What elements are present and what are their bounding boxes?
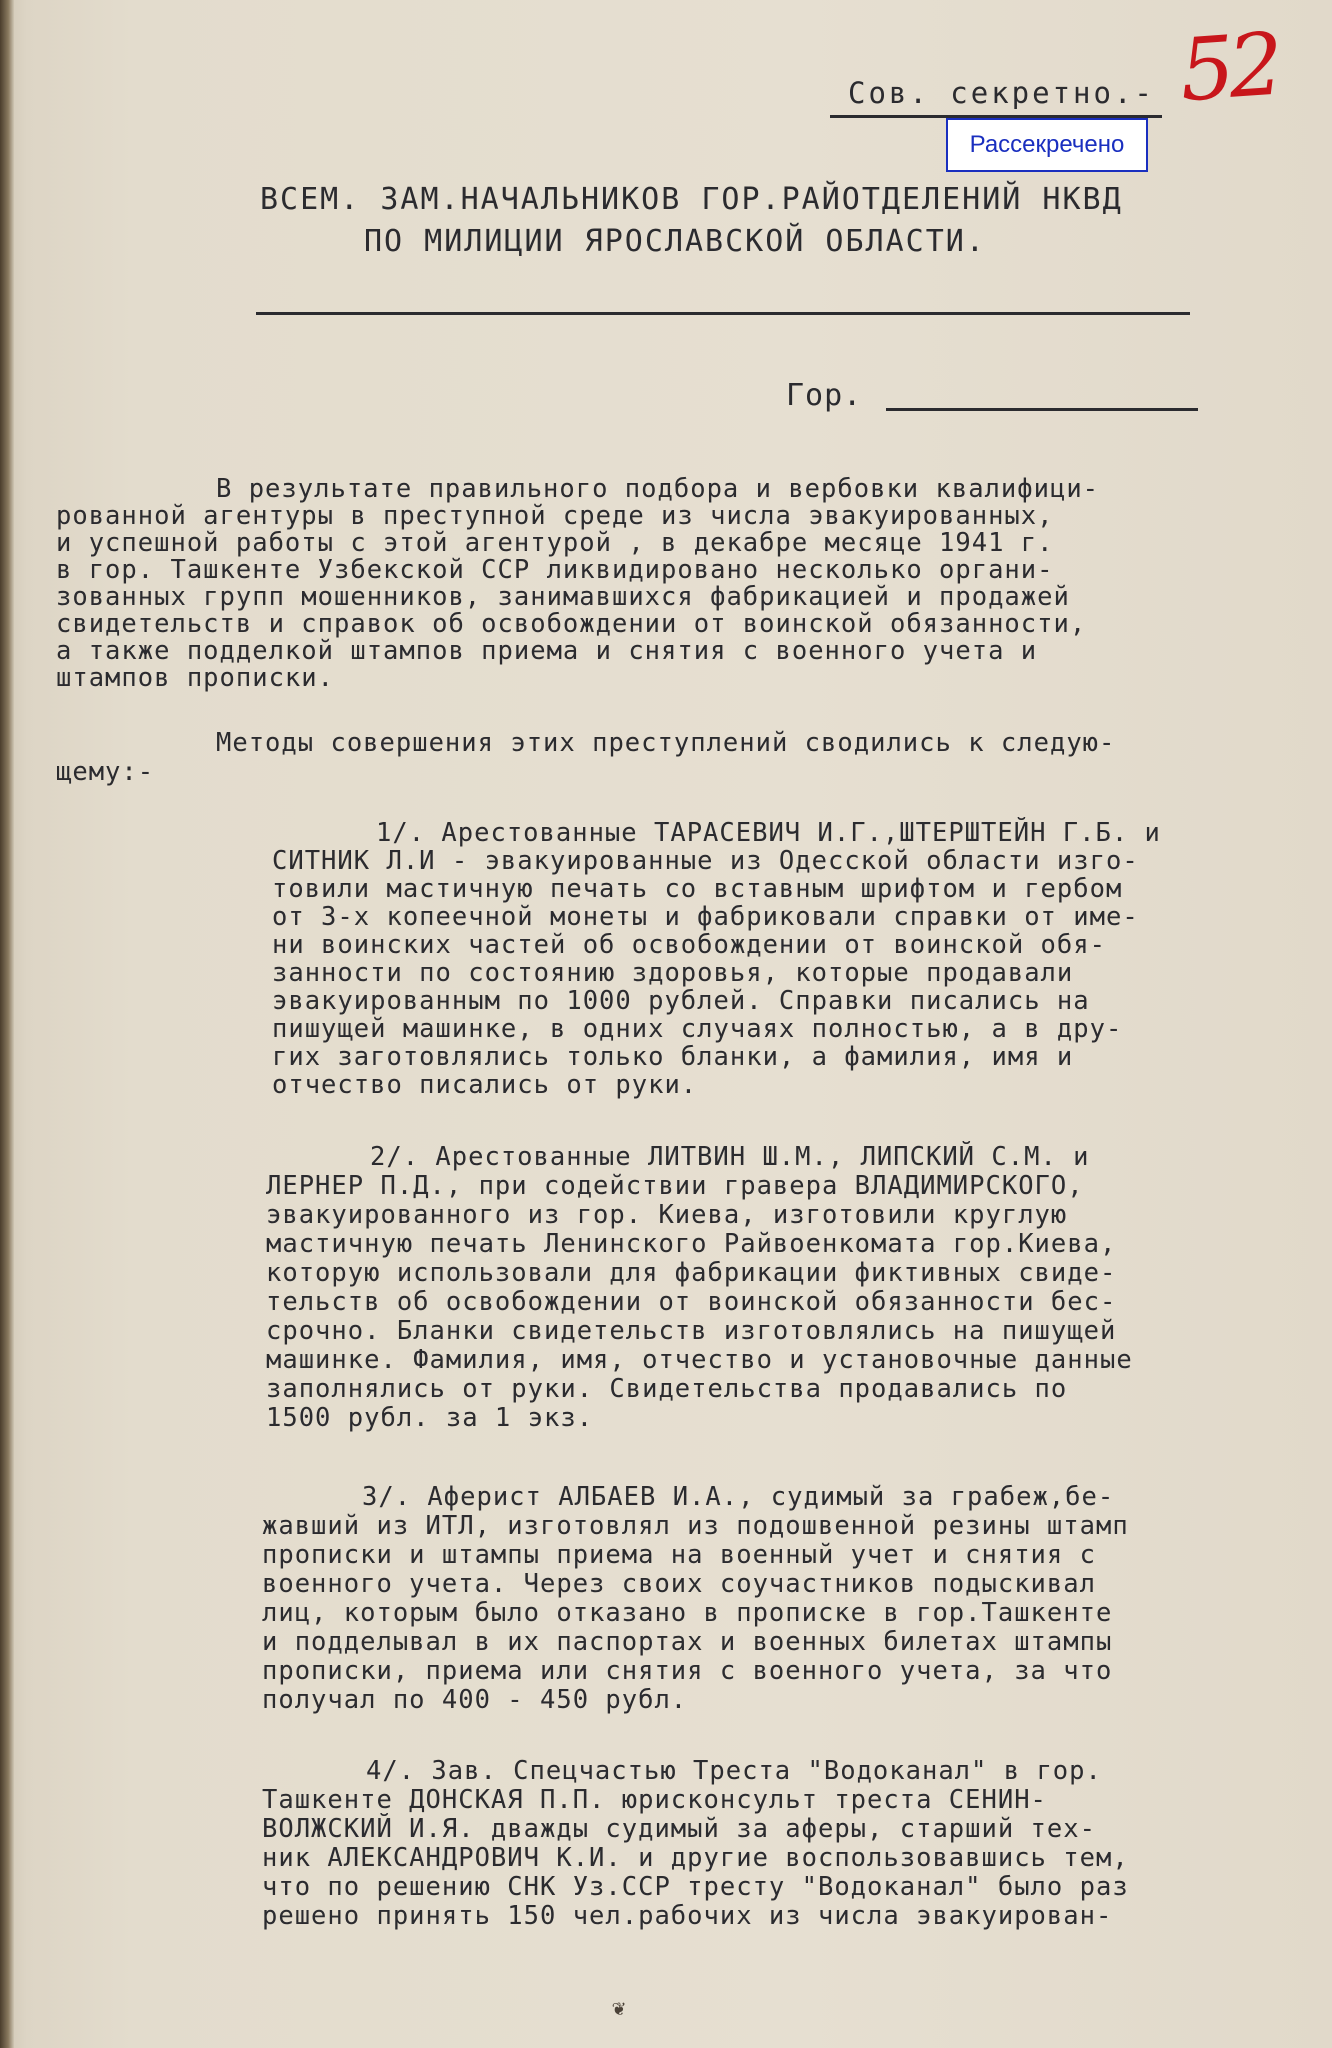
body-line: отчество писались от руки.: [272, 1070, 698, 1100]
body-line: в гор. Ташкенте Узбекской ССР ликвидировано несколько органи-: [56, 555, 1054, 585]
body-line: зованных групп мошенников, занимавшихся фабрикацией и продажей: [56, 582, 1070, 612]
body-line: СИТНИК Л.И - эвакуированные из Одесской области изго-: [272, 846, 1139, 876]
body-line: штампов прописки.: [56, 663, 334, 693]
body-line: 1/. Арестованные ТАРАСЕВИЧ И.Г.,ШТЕРШТЕЙН Г.Б. и: [376, 818, 1161, 848]
body-line: от 3-х копеечной монеты и фабриковали справки от име-: [272, 902, 1139, 932]
body-line: В результате правильного подбора и вербовки квалифици-: [216, 474, 1100, 504]
classification-label: Сов. секретно.-: [848, 76, 1155, 110]
body-line: Ташкенте ДОНСКАЯ П.П. юрисконсульт треста СЕНИН-: [262, 1785, 1047, 1815]
addressee-line-1: ВСЕМ. ЗАМ.НАЧАЛЬНИКОВ ГОР.РАЙОТДЕЛЕНИЙ НКВД: [260, 182, 1123, 217]
body-line: и подделывал в их паспортах и военных билетах штампы: [262, 1627, 1113, 1657]
body-line: которую использовали для фабрикации фиктивных свиде-: [266, 1258, 1117, 1288]
body-line: военного учета. Через своих соучастников подыскивал: [262, 1569, 1096, 1599]
body-line: гих заготовлялись только бланки, а фамилия, имя и: [272, 1042, 1074, 1072]
body-line: ни воинских частей об освобождении от воинской обя-: [272, 930, 1106, 960]
body-line: и успешной работы с этой агентурой , в декабре месяце 1941 г.: [56, 528, 1054, 558]
handwritten-page-number: 52: [1176, 14, 1281, 122]
body-line: ник АЛЕКСАНДРОВИЧ К.И. и другие воспользовавшись тем,: [262, 1843, 1129, 1873]
body-line: получал по 400 - 450 рубл.: [262, 1685, 688, 1715]
declassified-stamp: Рассекречено: [946, 118, 1148, 172]
body-line: срочно. Бланки свидетельств изготовлялись на пишущей: [266, 1316, 1117, 1346]
body-line: 3/. Аферист АЛБАЕВ И.А., судимый за грабеж,бе-: [362, 1482, 1115, 1512]
body-line: рованной агентуры в преступной среде из числа эвакуированных,: [56, 501, 1054, 531]
body-line: заполнялись от руки. Свидетельства продавались по: [266, 1374, 1068, 1404]
body-line: 4/. Зав. Спецчастью Треста "Водоканал" в гор.: [366, 1756, 1102, 1786]
body-line: машинке. Фамилия, имя, отчество и установочные данные: [266, 1345, 1133, 1375]
body-line: тельств об освобождении от воинской обязанности бес-: [266, 1287, 1117, 1317]
body-line: решено принять 150 чел.рабочих из числа эвакуирован-: [262, 1901, 1113, 1931]
body-line: эвакуированного из гор. Киева, изготовили круглую: [266, 1200, 1068, 1230]
body-line: ВОЛЖСКИЙ И.Я. дважды судимый за аферы, старший тех-: [262, 1814, 1096, 1844]
body-line: жавший из ИТЛ, изготовлял из подошвенной резины штамп: [262, 1511, 1129, 1541]
body-line: щему:-: [56, 757, 155, 787]
city-label: Гор.: [786, 378, 863, 413]
body-line: мастичную печать Ленинского Райвоенкомата гор.Киева,: [266, 1229, 1117, 1259]
body-line: свидетельств и справок об освобождении от воинской обязанности,: [56, 609, 1087, 639]
body-line: что по решению СНК Уз.ССР тресту "Водоканал" было раз: [262, 1872, 1129, 1902]
ornament-mark: ❦: [612, 1996, 626, 2021]
body-line: Методы совершения этих преступлений сводились к следую-: [216, 728, 1116, 758]
body-line: 2/. Арестованные ЛИТВИН Ш.М., ЛИПСКИЙ С.М. и: [370, 1142, 1090, 1172]
body-line: товили мастичную печать со вставным шрифтом и гербом: [272, 874, 1123, 904]
body-line: пишущей машинке, в одних случаях полностью, а в дру-: [272, 1014, 1123, 1044]
body-line: лиц, которым было отказано в прописке в гор.Ташкенте: [262, 1598, 1113, 1628]
body-line: эвакуированным по 1000 рублей. Справки писались на: [272, 986, 1090, 1016]
addressee-line-2: ПО МИЛИЦИИ ЯРОСЛАВСКОЙ ОБЛАСТИ.: [364, 224, 986, 259]
body-line: прописки и штампы приема на военный учет и снятия с: [262, 1540, 1096, 1570]
body-line: ЛЕРНЕР П.Д., при содействии гравера ВЛАДИМИРСКОГО,: [266, 1171, 1084, 1201]
body-line: а также подделкой штампов приема и снятия с военного учета и: [56, 636, 1038, 666]
body-line: занности по состоянию здоровья, которые продавали: [272, 958, 1074, 988]
body-line: 1500 рубл. за 1 экз.: [266, 1403, 594, 1433]
body-line: прописки, приема или снятия с военного учета, за что: [262, 1656, 1113, 1686]
